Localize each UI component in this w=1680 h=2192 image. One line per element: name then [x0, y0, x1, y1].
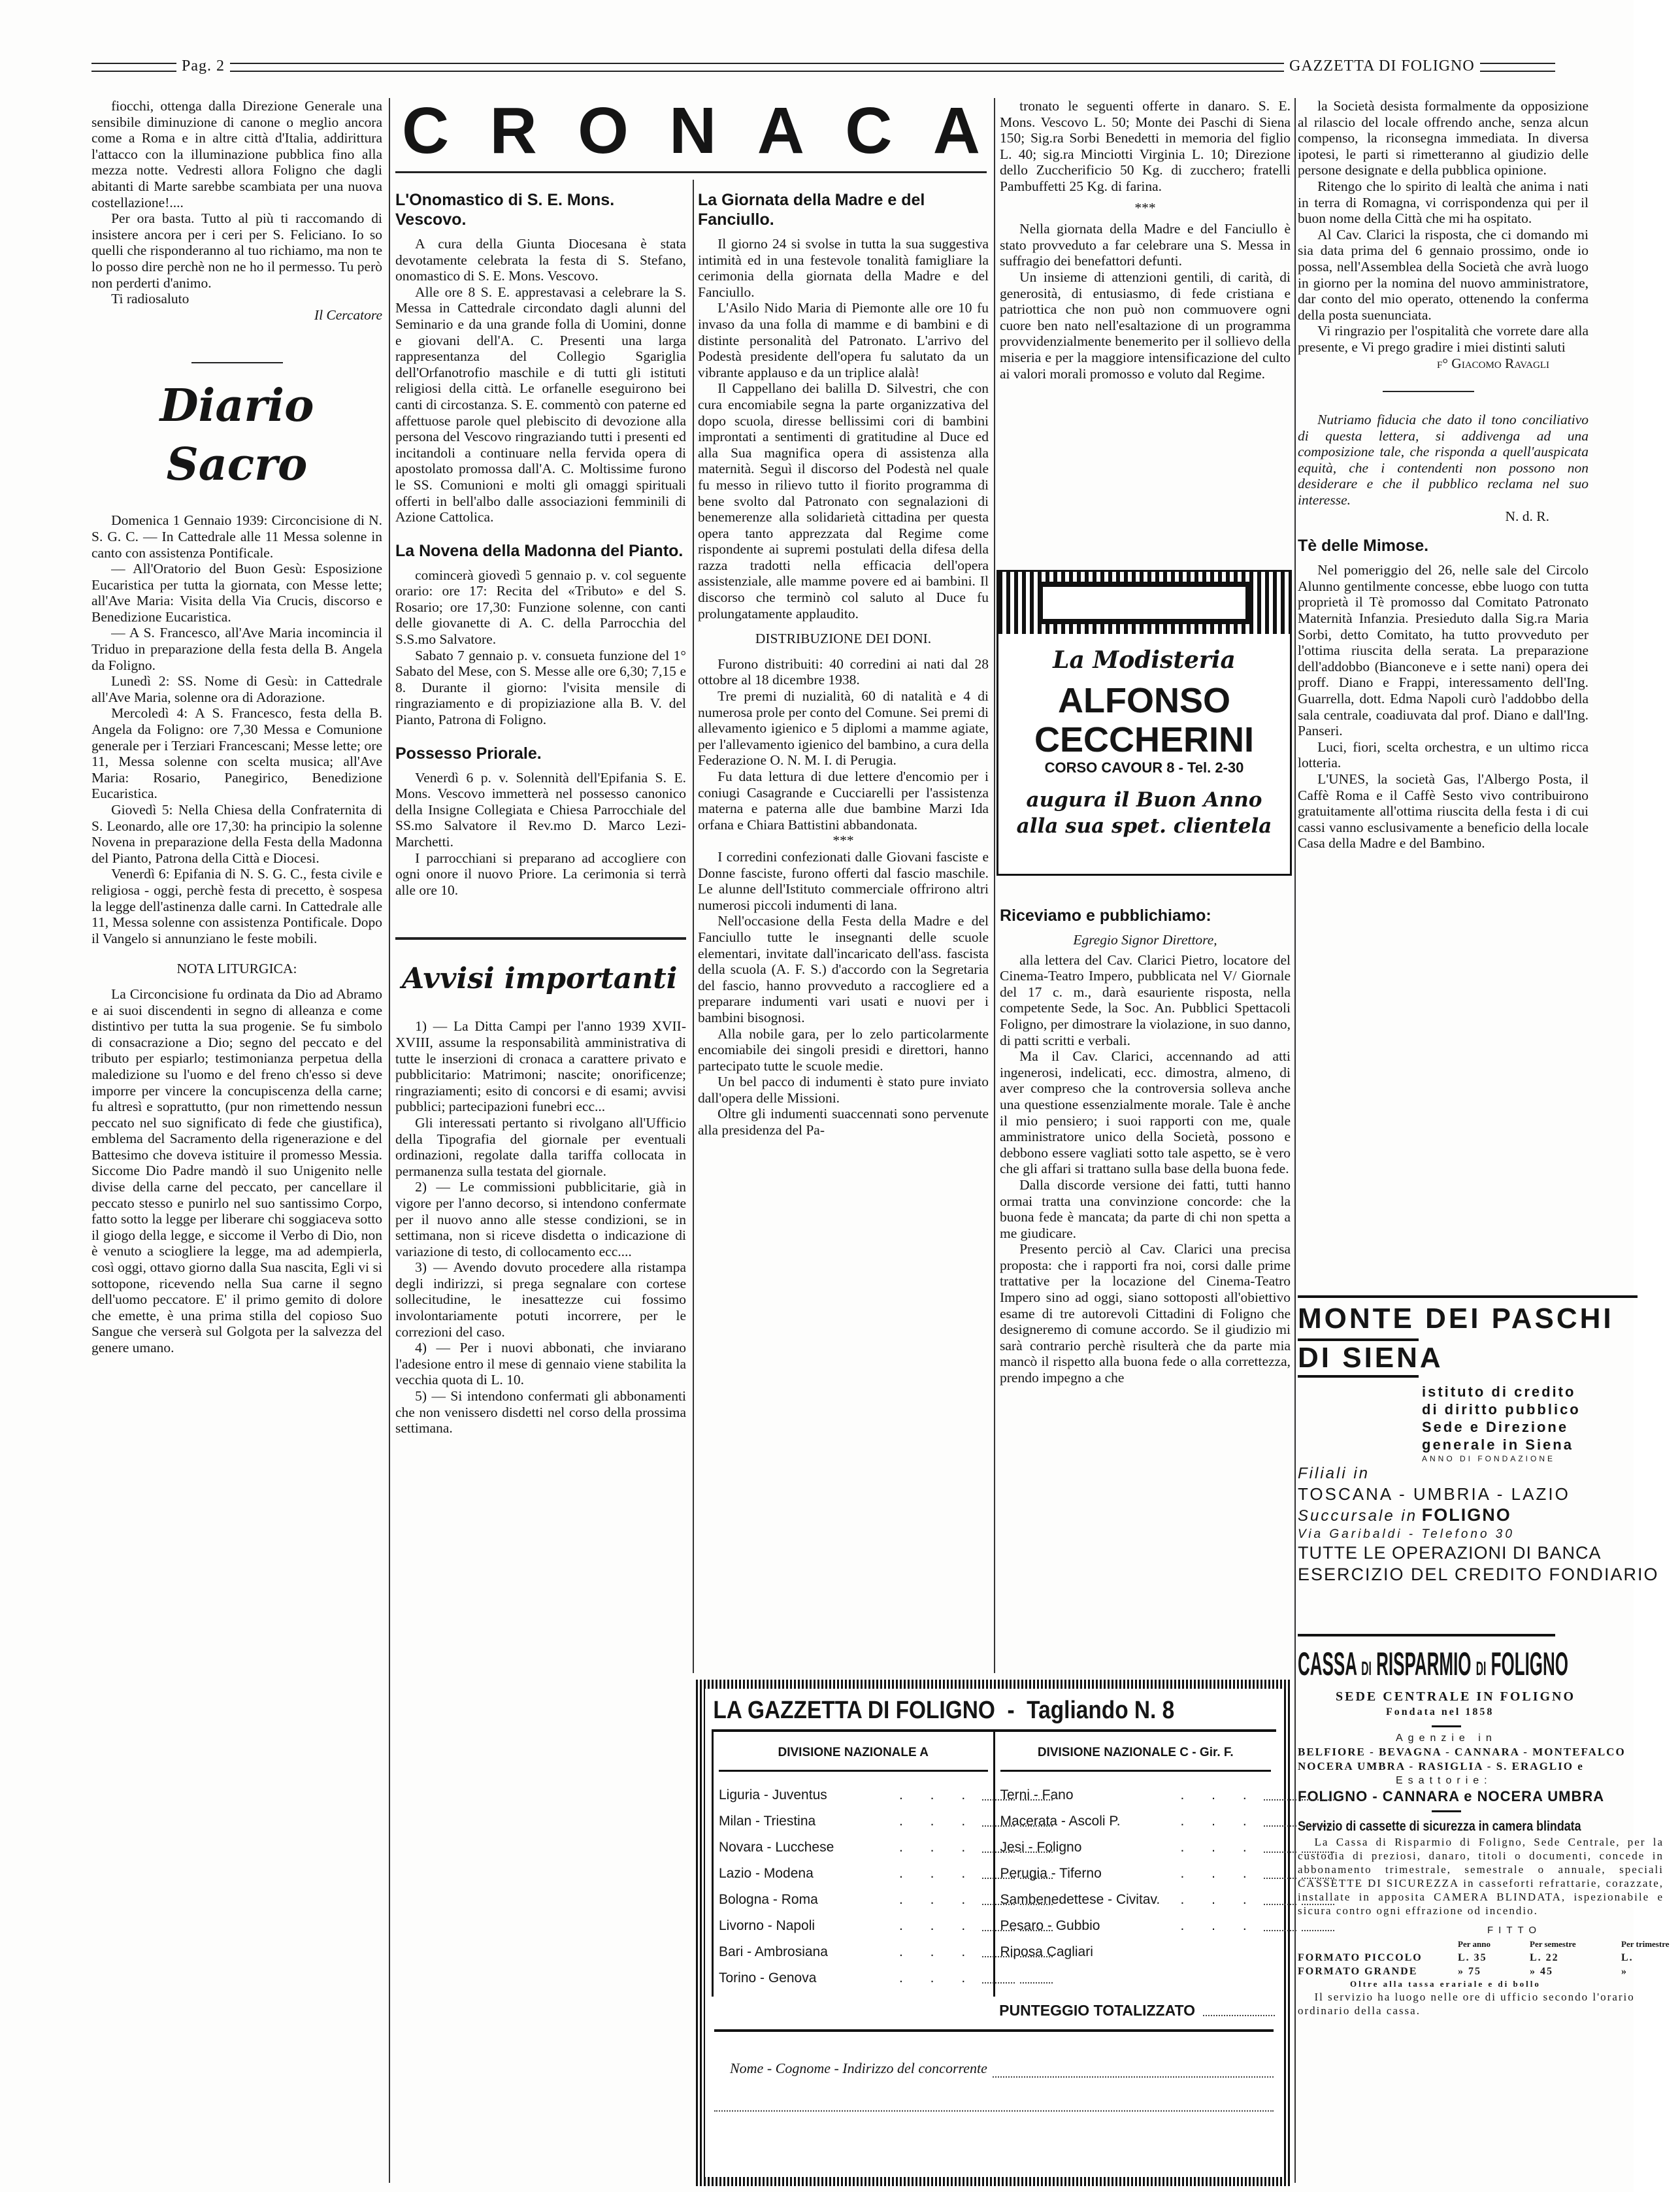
paragraph: Ma il Cav. Clarici, accennando ad atti ingenerosi, indelicati, ecc. dimostra, almeno, di aver compreso che la controversia solleva anche una questione essenzialmente morale. Tale è anche il mio pensiero; i suoi rapporti con me, quale amministratore unico della Società, possono e debbono essere vagliati sotto tale aspetto, se è vero che gli affari si trattano sulla base della buona fede. [1000, 1048, 1291, 1177]
ad-title: RISPARMIO [1376, 1646, 1472, 1682]
separator-stars: *** [1134, 199, 1156, 216]
article-paragraphs [395, 236, 686, 525]
match-name: Sambenedettese - Civitav. [1000, 1892, 1161, 1907]
fitto-cell: FORMATO PICCOLO [1298, 1952, 1423, 1963]
page-header [91, 58, 1555, 77]
match-dots: . . . [899, 1970, 978, 1985]
paragraph: Luci, fiori, scelta orchestra, e un ultimo ricca lotteria. [1298, 739, 1589, 771]
paragraph: Vi ringrazio per l'ospitalità che vorrete dare alla presente, e Vi prego gradire i miei distinti saluti [1298, 323, 1589, 355]
ad-address: CORSO CAVOUR 8 - Tel. 2-30 [1044, 759, 1244, 776]
paragraph: Un bel pacco di indumenti è stato pure inviato dall'opera delle Missioni. [698, 1074, 989, 1106]
paragraph: Tre premi di nuzialità, 60 di natalità e 4 di numerosa prole per conto del Comune. Sei premi di allevamento igienico e 5 diplomi a mamme agiate, per l'allevamento igienico del bambino, a cura della Federazione O. N. M. I. di Perugia. [698, 688, 989, 769]
score-field[interactable] [1302, 1868, 1334, 1879]
total-score-field[interactable] [1203, 2004, 1275, 2016]
salutation: Egregio Signor Direttore, [1073, 932, 1217, 948]
match-dots: . . . [899, 1918, 978, 1933]
paragraph: — All'Oratorio del Buon Gesù: Esposizione Eucaristica per tutta la giornata, con Messe lette; all'Ave Maria: Visita della Via Crucis, discorso e Benedizione Eucaristica. [91, 561, 382, 625]
ad-title: DI [1361, 1658, 1372, 1680]
division-c-matches [1000, 1772, 1272, 1970]
article-paragraphs [395, 770, 686, 899]
ad-description [1422, 1383, 1638, 1453]
title-letter: A [757, 94, 804, 167]
column-5 [1298, 98, 1589, 852]
match-dots: . . . [899, 1944, 978, 1959]
column-rule [389, 98, 390, 2183]
score-field[interactable] [1302, 1816, 1334, 1827]
article-paragraphs [698, 236, 989, 622]
ad-text: Filiali in [1298, 1465, 1370, 1482]
ad-title: CASSA [1298, 1646, 1357, 1682]
match-row [1000, 1835, 1272, 1861]
column-5-clip [1298, 98, 1670, 2189]
page-number: Pag. 2 [176, 58, 230, 75]
match-name: Livorno - Napoli [719, 1918, 815, 1933]
letter-paragraphs [1298, 98, 1589, 356]
score-field[interactable] [1302, 1842, 1334, 1853]
signature: f° Giacomo Ravagli [1436, 355, 1549, 371]
match-dots: . . . [1180, 1840, 1259, 1855]
article-heading: Tè delle Mimose. [1298, 537, 1429, 556]
ad-title-line [1298, 1644, 1569, 1689]
ad-wish: alla sua spet. clientela [1016, 814, 1272, 838]
fitto-cell: L. 35 [1458, 1952, 1487, 1963]
ad-text: Fondata nel 1858 [1386, 1706, 1494, 1718]
modisteria-ad [996, 570, 1292, 876]
paragraph: I corredini confezionati dalle Giovani fasciste e Donne fasciste, furono offerti dal fascio maschile. Le alunne dell'Istituto commerciale offrirono altri numerosi piccoli indumenti di lana. [698, 848, 989, 913]
title-letter: C [402, 94, 450, 167]
match-name: Liguria - Juventus [719, 1787, 827, 1802]
paragraph: Ritengo che lo spirito di lealtà che anima i nati in terra di Romagna, vi corrispondenza qui per il buon nome della Città che mi ha ospitato. [1298, 178, 1589, 227]
paragraph: A cura della Giunta Diocesana è stata devotamente celebrata la festa di S. Stefano, onomastico di S. E. Mons. Vescovo. [395, 236, 686, 284]
paragraph: Il giorno 24 si svolse in tutta la sua suggestiva intimità ed in una festevole tonalità famigliare la cerimonia della giornata della Madre e del Fanciullo. [698, 236, 989, 300]
match-name: Pesaro - Gubbio [1000, 1918, 1100, 1933]
match-row [1000, 1782, 1272, 1808]
fitto-cell: FORMATO GRANDE [1298, 1966, 1418, 1977]
article-heading: La Novena della Madonna del Pianto. [395, 541, 684, 560]
ad-name: CECCHERINI [1034, 720, 1255, 759]
paragraph: di diritto pubblico [1422, 1401, 1581, 1418]
subheading: DISTRIBUZIONE DEI DONI. [755, 631, 932, 647]
ad-text: Esattorie: [1396, 1775, 1492, 1786]
column-4-letter [1000, 902, 1291, 1386]
paragraph: Sede e Direzione [1422, 1419, 1569, 1435]
paragraph: L'Asilo Nido Maria di Piemonte alle ore 10 fu invaso da una folla di mamme e di bambini e di distinte personalità del Patronato. L'arrivo del Podestà presidente dell'opera fu salutato da un vibrante applauso e da un triplice alalà! [698, 300, 989, 380]
divider [1383, 391, 1474, 392]
paragraph: generale in Siena [1422, 1436, 1573, 1453]
ad-title: FOLIGNO [1491, 1646, 1569, 1682]
contestant-field-line[interactable] [714, 2110, 1274, 2112]
fitto-cell: » [1621, 1966, 1628, 1977]
paragraph: I parrocchiani si preparano ad accogliere con ogni onore il nuovo Priore. La cerimonia si terrà alle ore 10. [395, 850, 686, 898]
paragraph: Nella giornata della Madre e del Fanciullo è stato provveduto a far celebrare una S. Messa in suffragio dei benefattori defunti. [1000, 221, 1291, 269]
article-paragraphs [1298, 562, 1589, 852]
match-name: Milan - Triestina [719, 1814, 816, 1829]
editor-note-sign: N. d. R. [1505, 508, 1549, 524]
paragraph: Venerdì 6: Epifania di N. S. G. C., festa civile e religiosa - oggi, perchè festa di precetto, è sospesa la legge dell'astinenza dalle carni. In Cattedrale alle 11, Messa solenne con assistenza Pontificale. Dopo il Vangelo si annunziano le feste mobili. [91, 866, 382, 946]
division-a-matches [719, 1772, 988, 1997]
match-row [719, 1782, 988, 1808]
paragraph: Gli interessati pertanto si rivolgano all'Ufficio della Tipografia del giornale per eventuali ordinazioni, regolate dalla tariffa collocata in permanenza sulla testata del giornale. [395, 1114, 686, 1179]
paragraph: Il Cappellano dei balilla D. Silvestri, che con cura encomiabile segna la parte organizzativa del dopo scuola, diresse bellissimi cori di bambini improntati a sentimenti di gratitudine al Duce ed alla Sua magnifica opera di assistenza alla maternità. Seguì il discorso del Podestà nel quale fu messo in rilievo tutto il fiorito programma di bene svolto dal Patronato con segnalazioni di benemerenze alla solidarietà cittadina per questa opera tanto apprezzata dal Regime come rispondente ai supremi postulati della difesa della razza tradotti nella efficacia dell'opera assistenziale, alle mamme povere ed ai bambini. Il discorso che terminò col saluto al Duce fu prolungatamente applaudito. [698, 380, 989, 622]
paragraph: La Circoncisione fu ordinata da Dio ad Abramo e ai suoi discendenti in segno di alleanza e come distintivo per tutta la sua progenie. Se fu simbolo di consacrazione a Dio; segno del peccato e del tributo per espiarlo; testimonianza perpetua della maledizione su l'uomo e del freno ch'esso si deve imporre per vincere la concupiscenza della carne; fu altresì e soprattutto, (pur non rimettendo nessun peccato nel suo significato di fede che giustifica), emblema del Sacramento della rigenerazione e del Battesimo che doveva istituire il promesso Messia. Siccome Dio Padre mandò il suo Unigenito nelle divise della carne del peccato, per cancellare il peccato stesso e punirlo nel suo santissimo Corpo, fatto sotto la legge per liberare chi soggiaceva sotto il giogo della legge, e siccome il Verbo di Dio, non è venuto a sciogliere la legge, ma ad adempierla, così oggi, ottavo giorno dalla Sua nascita, Egli vi si sottopone, ricevendo nella Sua carne il segno dell'uomo peccatore. E' il primo gemito di dolore che emette, è una prima stilla del copioso Suo Sangue che verserà sul Golgota per la salvezza del genere umano. [91, 986, 382, 1355]
ad-text: FOLIGNO [1421, 1505, 1511, 1525]
match-row [1000, 1887, 1272, 1913]
ad-text: Oltre alla tassa erariale e di bollo [1350, 1979, 1541, 1989]
match-dots: . . . [899, 1787, 978, 1802]
cronaca-title [395, 91, 987, 173]
paragraph: Sabato 7 gennaio p. v. consueta funzione del 1° Sabato del Mese, con S. Messe alle ore 6,30; 7,15 e 8. Durante il giorno: l'visita mensile di ringraziamento e di propiziazione alla B. V. del Pianto, Patrona di Foligno. [395, 647, 686, 728]
fitto-cell: » 75 [1458, 1966, 1481, 1977]
paragraph: Alle ore 8 S. E. apprestavasi a celebrare la S. Messa in Cattedrale circondato dagli alunni del Seminario e da una grande folla di Uomini, donne e giovani dell'A. C. Presenti una larga rappresentanza del Collegio Sgariglia dell'Orfanotrofio maschile e di tutti gli istituti religiosi della città. Le orfanelle eseguirono bei canti di circostanza. S. E. commentò con paterne ed affettuose parole quel plebiscito di devozione alla persona del Vescovo ringraziando tutti i presenti ed incitandoli a continuare nella fervida opera di apostolato promossa dall'A. C. Moltissime furono le SS. Comunioni e molti gli omaggi spirituali offerti in bell'albo dalle associazioni femminili di Azione Cattolica. [395, 284, 686, 525]
column-2 [395, 186, 686, 1436]
match-row [1000, 1808, 1272, 1835]
fitto-col: Per semestre [1530, 1939, 1576, 1949]
paragraph: istituto di credito [1422, 1384, 1576, 1400]
avvisi-heading: Avvisi importanti [402, 962, 678, 996]
paragraph: Alla nobile gara, per lo zelo particolarmente encomiabile dei singoli presidi e direttori, hanno partecipato tutte le scuole medie. [698, 1025, 989, 1074]
match-row [1000, 1913, 1272, 1939]
paragraph: Nel pomeriggio del 26, nelle sale del Circolo Alunno gentilmente concesse, ebbe luogo con tutta proprietà il Tè promosso dal Comitato Patronato Maternità Infanzia. Presieduto dalla Sig.ra Maria Sorbi, detto Comitato, ha tutto provveduto per l'ottima riuscita della serata. La preparazione dell'addobbo (Bianconeve e i sette nani) opera dei proff. Diano e Frappi, interessamento dell'Ing. Guarrella, dott. Edma Napoli curò l'addobbo della sala centrale, coadiuvata dal prof. Diano e dall'Ing. Panseri. [1298, 562, 1589, 739]
ad-text: ESERCIZIO DEL CREDITO FONDIARIO [1298, 1565, 1659, 1584]
match-row [719, 1861, 988, 1887]
signature: Il Cercatore [314, 307, 382, 323]
title-letter: A [932, 94, 980, 167]
nota-paragraphs [91, 986, 382, 1356]
match-dots: . . . [899, 1840, 978, 1855]
cassa-risparmio-ad [1298, 1634, 1670, 2018]
ad-title: DI SIENA [1298, 1341, 1419, 1378]
ad-text: BELFIORE - BEVAGNA - CANNARA - MONTEFALCO [1298, 1746, 1626, 1758]
prediction-field[interactable] [1264, 1790, 1296, 1801]
paragraph: comincerà giovedì 5 gennaio p. v. col seguente orario: ore 17: Recita del «Tributo» e del S. Rosario; ore 17,30: Funzione solenne, con canti delle giovanette di A. C. della Parrocchia del S.S.mo Salvatore. [395, 567, 686, 648]
column-3 [698, 186, 989, 1138]
match-name: Terni - Fano [1000, 1787, 1074, 1802]
paragraph: Mercoledì 4: A S. Francesco, festa della B. Angela da Foligno: ore 7,30 Messa e Comunione generale per i Terziari Francescani; Messe lette; ore 11, Messa solenne con scelta musica; all'Ave Maria: Rosario, Panegirico, Benedizione Eucaristica. [91, 705, 382, 802]
article-paragraphs [1000, 98, 1291, 195]
ad-text: TOSCANA - UMBRIA - LAZIO [1298, 1484, 1570, 1504]
divider [191, 362, 283, 363]
contestant-label: Nome - Cognome - Indirizzo del concorrente [730, 2060, 987, 2076]
article-paragraphs [698, 656, 989, 833]
match-name: Jesi - Foligno [1000, 1840, 1082, 1855]
match-row [719, 1913, 988, 1939]
paragraph: Lunedì 2: SS. Nome di Gesù: in Cattedrale all'Ave Maria, solenne ora di Adorazione. [91, 673, 382, 705]
match-name: Perugia - Tiferno [1000, 1866, 1102, 1881]
match-dots: . . . [1180, 1892, 1259, 1907]
match-dots: . . . [1180, 1787, 1259, 1802]
ad-text: FITTO [1487, 1925, 1542, 1936]
contestant-field[interactable] [993, 2076, 1274, 2078]
match-dots: . . . [899, 1814, 978, 1829]
article-heading: La Giornata della Madre e del Fanciullo. [698, 191, 925, 229]
fitto-header [1458, 1937, 1670, 1951]
diario-paragraphs [91, 512, 382, 946]
ad-text: La Cassa di Risparmio di Foligno, Sede Centrale, per la custodia di preziosi, danaro, titoli o documenti, concede in abbonamento trimestrale, semestrale o annuale, speciali CASSETTE DI SICUREZZA in casseforti refrattarie, corazzate, installate in apposita CAMERA BLINDATA, ispezionabile e sicura contro ogni effrazione od incendio. [1298, 1836, 1664, 1917]
fitto-table [1298, 1937, 1670, 1978]
paragraph: 2) — Le commissioni pubblicitarie, già in vigore per l'anno decorso, si intendono confermate per il nuovo anno alle stesse condizioni, se in settimana, non si riceve disdetta o indicazione di variazione di testo, di collocamento ecc.... [395, 1179, 686, 1259]
article-heading: Possesso Priorale. [395, 744, 542, 763]
ad-decoration [998, 572, 1290, 634]
match-row [1000, 1861, 1272, 1887]
ad-text: SEDE CENTRALE IN FOLIGNO [1336, 1689, 1576, 1704]
paragraph: Domenica 1 Gennaio 1939: Circoncisione di N. S. G. C. — In Cattedrale alle 11 Messa solenne in canto con assistenza Pontificale. [91, 512, 382, 561]
nota-liturgica-heading: NOTA LITURGICA: [176, 961, 297, 977]
ad-name: ALFONSO [1058, 681, 1230, 720]
ad-text: Agenzie in [1396, 1733, 1497, 1744]
score-field[interactable] [1302, 1895, 1334, 1905]
column-1 [91, 98, 382, 1356]
ad-text: Il servizio ha luogo nelle ore di ufficio secondo l'orario ordinario della cassa. [1298, 1991, 1635, 2017]
column-rule [994, 98, 995, 1673]
newspaper-name: GAZZETTA DI FOLIGNO [1284, 58, 1480, 75]
paragraph: Oltre gli indumenti suaccennati sono pervenute alla presidenza del Pa- [698, 1106, 989, 1138]
match-row [1000, 1939, 1272, 1965]
score-field[interactable] [1302, 1921, 1334, 1931]
column-rule [693, 180, 694, 1673]
match-row [719, 1808, 988, 1835]
paragraph: Venerdì 6 p. v. Solennità dell'Epifania S. E. Mons. Vescovo immetterà nel possesso canonico della Insigne Collegiata e Chiesa Parrocchiale del SS.mo Salvatore il Rev.mo D. Marco Lezi-Marchetti. [395, 769, 686, 850]
divider [395, 937, 686, 940]
notice-paragraphs [395, 1018, 686, 1436]
article-heading: L'Onomastico di S. E. Mons. Vescovo. [395, 191, 615, 229]
fitto-row [1298, 1965, 1628, 1978]
prediction-field[interactable] [1264, 1816, 1296, 1827]
paragraph: la Società desista formalmente da opposizione al rilascio del locale offrendo anche, senza alcun compenso, la riconsegna immediata. In diversa ipotesi, le parti si rimetteranno al giudizio delle persone designate e della pubblica opinione. [1298, 98, 1589, 178]
paragraph: Fu data lettura di due lettere d'encomio per i coniugi Casagrande e Cucciarelli per l'assistenza materna e paterna alle due bambine Marzi Ida orfana e Chiara Battistini abbandonata. [698, 769, 989, 833]
ad-text: ANNO DI FONDAZIONE [1422, 1454, 1556, 1463]
match-dots: . . . [1180, 1866, 1259, 1881]
division-a-heading: DIVISIONE NAZIONALE A [719, 1732, 988, 1772]
ad-text: TUTTE LE OPERAZIONI DI BANCA [1298, 1543, 1602, 1563]
match-dots: . . . [1180, 1918, 1259, 1933]
ad-text: FOLIGNO - CANNARA e NOCERA UMBRA [1298, 1788, 1605, 1804]
article-paragraphs [1000, 221, 1291, 382]
paragraph: 4) — Per i nuovi abbonati, che inviarano l'adesione entro il mese di gennaio viene stabilita la vecchia quota di L. 10. [395, 1340, 686, 1388]
score-field[interactable] [1302, 1790, 1334, 1801]
match-row [719, 1835, 988, 1861]
paragraph: — A S. Francesco, all'Ave Maria incomincia il Triduo in preparazione della festa della B. Angela da Foligno. [91, 625, 382, 673]
paragraph: Un insieme di attenzioni gentili, di carità, di generosità, di entusiasmo, di fede cristiana e patriottica che non può non commuovere ogni cuore ben nato nell'esaltazione di un programma provvidenzialmente benemerito per il sollievo della miseria e per la maggiore intensificazione del culto ai valori morali promosso e voluto dal Regime. [1000, 269, 1291, 382]
editor-note: Nutriamo fiducia che dato il tono conciliativo di questa lettera, si addivenga ad una composizione tale, che risponda a quell'auspicata equità, che i contendenti non possono non desiderare e che il pubblico reclama nel suo interesse. [1298, 412, 1589, 508]
article-heading: Riceviamo e pubblichiamo: [1000, 906, 1211, 925]
coupon-title: LA GAZZETTA DI FOLIGNO - Tagliando N. 8 [713, 1697, 1175, 1724]
letter-paragraphs [91, 98, 382, 307]
paragraph: Ti radiosaluto [111, 291, 189, 307]
prediction-field[interactable] [1264, 1895, 1296, 1905]
ad-text: Servizio di cassette di sicurezza in camera blindata [1298, 1819, 1581, 1834]
article-paragraphs [395, 567, 686, 728]
paragraph: Nell'occasione della Festa della Madre e del Fanciullo tutte le insegnanti delle scuole elementari, invitate dall'incaricato dell'ass. fascista della scuola (A. F. S.) d'accordo con la Segretaria del fascio, hanno provveduto a raccogliere ed a preparare indumenti vari usati e nuovi per i bambini bisognosi. [698, 913, 989, 1025]
match-name: Bari - Ambrosiana [719, 1944, 828, 1959]
paragraph: tronato le seguenti offerte in danaro. S. E. Mons. Vescovo L. 50; Monte dei Paschi di Siena 150; Sig.ra Sorbi Benedetti in memoria del figlio L. 40; sig.ra Minciotti Virginia L. 10; Direzione dello Zuccherificio 50 Kg. di zucchero; fratelli Pambuffetti 25 Kg. di farina. [1000, 98, 1291, 194]
match-row [719, 1965, 988, 1991]
title-letter: O [578, 94, 629, 167]
fitto-cell: L. [1621, 1952, 1634, 1963]
column-4 [1000, 98, 1291, 382]
title-letter: R [489, 94, 537, 167]
ad-text: NOCERA UMBRA - RASIGLIA - S. ERAGLIO e [1298, 1760, 1584, 1772]
match-dots: . . . [899, 1892, 978, 1907]
prediction-field[interactable] [1264, 1921, 1296, 1931]
paragraph: Per ora basta. Tutto al più ti raccomando di insistere ancora per i ceri per S. Feliciano. Io so quelli che risponderanno al tuo richiamo, ma non te lo posso dire perchè non ne ho il permesso. Tu però non perderti d'animo. [91, 210, 382, 291]
fitto-cell: L. 22 [1530, 1952, 1559, 1963]
paragraph: fiocchi, ottenga dalla Direzione Generale una sensibile diminuzione di canone o meglio ancora come a Roma e in altre città d'Italia, addirittura l'attacco con la illuminazione pubblica fino alla mezza notte. Vedresti allora Foligno che dagli abitanti di Marte sarebbe scambiata per una nuova costellazione!.... [91, 98, 382, 210]
fitto-col: Per trimestre [1621, 1939, 1670, 1949]
match-name: Riposa Cagliari [1000, 1944, 1093, 1959]
title-letter: N [669, 94, 717, 167]
ad-text: Succursale in [1298, 1507, 1418, 1525]
division-c-heading: DIVISIONE NAZIONALE C - Gir. F. [1000, 1732, 1272, 1772]
total-score-label: PUNTEGGIO TOTALIZZATO [999, 2002, 1195, 2019]
match-name: Macerata - Ascoli P. [1000, 1814, 1121, 1829]
paragraph: Al Cav. Clarici la risposta, che ci domando mi sia data prima del 6 gennaio prossimo, onde io possa, nell'Assemblea della Società che avrà luogo in giorno per la nomina del nuovo amministratore, dar conto del mio operato, ottenendo la conferma della posta suenunciata. [1298, 226, 1589, 323]
ad-title: MONTE DEI PASCHI [1298, 1303, 1614, 1335]
match-name: Torino - Genova [719, 1970, 817, 1985]
ad-title: La Modisteria [1053, 646, 1236, 674]
paragraph: 5) — Si intendono confermati gli abbonamenti che non venissero disdetti nel corso della prossima settimana. [395, 1388, 686, 1436]
paragraph: Giovedì 5: Nella Chiesa della Confraternita di S. Leonardo, alle ore 17,30: ha principio la solenne Novena in preparazione della Festa della Madonna del Pianto, Patrona della Città e Diocesi. [91, 802, 382, 866]
match-name: Bologna - Roma [719, 1892, 818, 1907]
paragraph: 1) — La Ditta Campi per l'anno 1939 XVII-XVIII, assume la responsabilità amministrativa di tutte le inserzioni di cronaca a carattere privato e pubblicitario: Matrimoni; nascite; onorificenze; ringraziamenti; esito di concorsi e di esami; avvisi pubblici; partecipazioni funebri ecc... [395, 1018, 686, 1115]
separator-stars: *** [832, 833, 854, 849]
fitto-cell: » 45 [1530, 1966, 1553, 1977]
match-dots: . . . [899, 1866, 978, 1881]
match-row [719, 1887, 988, 1913]
article-paragraphs [698, 849, 989, 1138]
match-name: Novara - Lucchese [719, 1840, 834, 1855]
prediction-field[interactable] [1264, 1842, 1296, 1853]
paragraph: alla lettera del Cav. Clarici Pietro, locatore del Cinema-Teatro Impero, pubblicata nel V/ Giornale del 17 c. m., darà esauriente risposta, nella competente Sede, la Soc. An. Pubblici Spettacoli Foligno, per dimostrare la violazione, in suo danno, di patti scritti e verbali. [1000, 952, 1291, 1048]
match-dots: . . . [1180, 1814, 1259, 1829]
monte-paschi-ad [1298, 1295, 1659, 1586]
prediction-field[interactable] [1264, 1868, 1296, 1879]
ad-title: DI [1475, 1658, 1487, 1680]
ad-wish: augura il Buon Anno [1026, 788, 1262, 812]
paragraph: Dalla discorde versione dei fatti, tutti hanno ormai tratta una convinzione concorde: che la buona fede è mancata; da parte di chi non spetta a me giudicare. [1000, 1176, 1291, 1241]
tagliando-coupon [696, 1680, 1292, 2186]
paragraph: Furono distribuiti: 40 corredini ai nati dal 28 ottobre al 18 dicembre 1938. [698, 656, 989, 688]
paragraph: 3) — Avendo dovuto procedere alla ristampa degli indirizzi, si prega segnalare con cortese sollecitudine, le inesattezze cui fossimo involontariamente potuti incorrere, per le correzioni del caso. [395, 1259, 686, 1340]
title-letter: C [845, 94, 893, 167]
ad-text: Via Garibaldi - Telefono 30 [1298, 1527, 1515, 1541]
letter-paragraphs [1000, 952, 1291, 1386]
match-name: Lazio - Modena [719, 1866, 814, 1881]
match-row [719, 1939, 988, 1965]
paragraph: Presento perciò al Cav. Clarici una precisa proposta: che i rapporti fra noi, corsi dalle prime trattative per la locazione del Cinema-Teatro Impero sino ad oggi, siano sottoposti all'obiettivo esame di tre autorevoli Cittadini di Foligno che designeremo di comune accordo. Se il giudizio mi sarà contrario perchè risulterà che da parte mia mancò il rispetto alla buona fede o alla correttezza, prendo impegno a che [1000, 1241, 1291, 1386]
fitto-row [1298, 1951, 1634, 1965]
fitto-col: Per anno [1458, 1939, 1491, 1949]
paragraph: L'UNES, la società Gas, l'Albergo Posta, il Caffè Roma e il Caffè Sesto vivo contribuirono gratuitamente all'ottima riuscita della festa i di cui cassi vanno esclusivamente a beneficio della locale Casa della Madre e del Bambino. [1298, 771, 1589, 852]
diario-sacro-heading: Diario Sacro [159, 380, 314, 491]
